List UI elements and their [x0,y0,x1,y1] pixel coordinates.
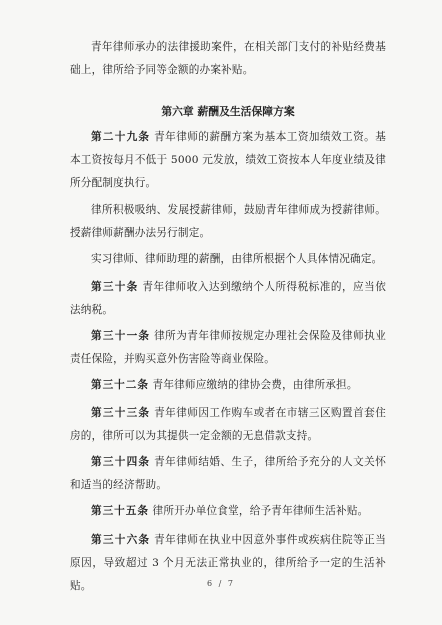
article-text: 律所为青年律师按规定办理社会保险及律师执业责任保险，并购买意外伤害险等商业保险。 [70,330,387,365]
article-label: 第三十六条 [91,534,151,546]
article-text: 青年律师在执业中因意外事件或疾病住院等正当原因，导致超过 3 个月无法正常执业的，律所给予一定的生活补贴。 [70,534,387,592]
article-33 [70,402,386,448]
intro-text: 青年律师承办的法律援助案件，在相关部门支付的补贴经费基础上，律所给予同等金额的办案补贴。 [70,41,386,76]
article-31 [70,325,386,371]
article-35 [70,500,386,523]
article-32 [70,374,386,397]
article-label: 第三十五条 [91,505,149,517]
intro-paragraph [70,36,386,82]
article-29-paragraph-2 [70,199,386,245]
article-text: 实习律师、律师助理的薪酬，由律所根据个人具体情况确定。 [91,253,383,265]
article-label: 第三十三条 [91,407,151,419]
article-text: 青年律师应缴纳的律协会费，由律所承担。 [152,379,358,391]
article-text: 青年律师的薪酬方案为基本工资加绩效工资。基本工资按每月不低于 5000 元发放，绩效工资按本人年度业绩及律所分配制度执行。 [70,131,387,189]
article-label: 第二十九条 [91,131,151,143]
article-text: 青年律师因工作购车或者在市辖三区购置首套住房的，律所可以为其提供一定金额的无息借款支持。 [70,407,387,442]
article-29-paragraph-3 [70,248,386,271]
article-label: 第三十一条 [91,330,151,342]
article-label: 第三十条 [91,281,139,293]
article-text: 青年律师结婚、生子，律所给予充分的人文关怀和适当的经济帮助。 [70,456,387,491]
article-label: 第三十四条 [91,456,151,468]
chapter-heading: 第六章 薪酬及生活保障方案 [161,105,295,118]
article-30 [70,276,386,322]
article-text: 青年律师收入达到缴纳个人所得税标准的，应当依法纳税。 [70,281,386,316]
article-34 [70,451,386,497]
page-number: 6 / 7 [207,579,235,588]
article-text: 律所开办单位食堂，给予青年律师生活补贴。 [152,505,369,517]
article-text: 律所积极吸纳、发展授薪律师，鼓励青年律师成为授薪律师。授薪律师薪酬办法另行制定。 [70,204,386,239]
article-29 [70,126,386,195]
article-label: 第三十二条 [91,379,149,391]
